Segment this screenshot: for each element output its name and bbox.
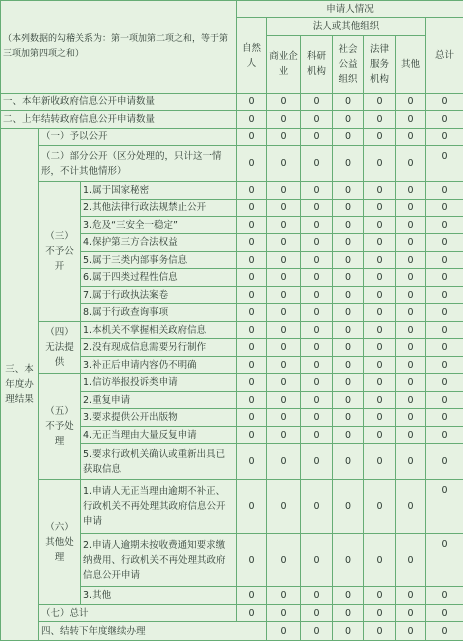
- cell: 0: [333, 321, 364, 338]
- cell: 0: [426, 304, 463, 321]
- cell: 0: [267, 321, 301, 338]
- cell: 0: [267, 444, 301, 480]
- row-label: 3.其他: [81, 587, 237, 604]
- cell: 0: [426, 128, 463, 145]
- cell: 0: [267, 339, 301, 356]
- cell: 0: [301, 533, 333, 587]
- cell: 0: [396, 321, 426, 338]
- table-row: [1, 146, 463, 182]
- cell: 0: [333, 480, 364, 534]
- cell: 0: [396, 533, 426, 587]
- row-label: 2.申请人逾期未按收费通知要求缴纳费用、行政机关不再处理其政府信息公开申请: [81, 533, 237, 587]
- cell: 0: [333, 234, 364, 251]
- cell: 0: [237, 111, 267, 128]
- table-row: [1, 374, 463, 391]
- cell: 0: [237, 93, 267, 110]
- section-three-label: 三、本年度办理结果: [1, 128, 39, 640]
- cell: 0: [364, 128, 396, 145]
- cell: 0: [333, 111, 364, 128]
- row-label: 3.危及“三安全一稳定”: [81, 217, 237, 234]
- cell: 0: [301, 321, 333, 338]
- cell: 0: [364, 409, 396, 426]
- cell: 0: [396, 234, 426, 251]
- table-row: [1, 93, 463, 110]
- cell: 0: [267, 622, 301, 641]
- cell: 0: [364, 304, 396, 321]
- row-label: 4.保护第三方合法权益: [81, 234, 237, 251]
- cell: 0: [237, 269, 267, 286]
- row-label: 5.要求行政机关确认或重新出具已获取信息: [81, 444, 237, 480]
- cell: 0: [396, 426, 426, 443]
- cell: 0: [333, 587, 364, 604]
- cell: 0: [301, 426, 333, 443]
- cell: 0: [426, 217, 463, 234]
- cell: 0: [301, 391, 333, 408]
- row-label: 2.其他法律行政法规禁止公开: [81, 199, 237, 216]
- cell: 0: [364, 356, 396, 373]
- cell: 0: [301, 251, 333, 268]
- cell: 0: [301, 286, 333, 303]
- cell: 0: [426, 409, 463, 426]
- cell: 0: [396, 217, 426, 234]
- cell: 0: [301, 339, 333, 356]
- cell: 0: [237, 356, 267, 373]
- total-header: 总计: [426, 18, 463, 93]
- cell: 0: [301, 356, 333, 373]
- legal-group-header: 法人或其他组织: [267, 18, 426, 35]
- cell: 0: [396, 604, 426, 621]
- cell: 0: [426, 533, 463, 587]
- cell: 0: [364, 93, 396, 110]
- row-label: （一）予以公开: [39, 128, 237, 145]
- cell: 0: [333, 444, 364, 480]
- research-header: 科研机构: [301, 35, 333, 93]
- cell: 0: [237, 128, 267, 145]
- cell: 0: [267, 533, 301, 587]
- cell: 0: [364, 251, 396, 268]
- cell: 0: [301, 217, 333, 234]
- cell: 0: [333, 391, 364, 408]
- cell: 0: [364, 533, 396, 587]
- table-row: [1, 622, 463, 641]
- cell: 0: [426, 444, 463, 480]
- row-label: 2.重复申请: [81, 391, 237, 408]
- row-label: 3.要求提供公开出版物: [81, 409, 237, 426]
- cell: 0: [333, 339, 364, 356]
- cell: 0: [396, 356, 426, 373]
- cell: 0: [267, 480, 301, 534]
- cell: 0: [301, 269, 333, 286]
- natural-person-header: 自然人: [237, 18, 267, 93]
- cell: 0: [333, 374, 364, 391]
- cell: 0: [333, 622, 364, 641]
- cell: 0: [267, 93, 301, 110]
- cell: 0: [333, 182, 364, 199]
- cell: 0: [426, 251, 463, 268]
- cell: 0: [396, 111, 426, 128]
- cell: 0: [301, 622, 333, 641]
- row-label: 6.属于四类过程性信息: [81, 269, 237, 286]
- cell: 0: [301, 128, 333, 145]
- cell: 0: [267, 604, 301, 621]
- cell: 0: [426, 111, 463, 128]
- cell: 0: [426, 269, 463, 286]
- cell: 0: [364, 622, 396, 641]
- cell: 0: [364, 146, 396, 182]
- cell: 0: [396, 146, 426, 182]
- cell: 0: [267, 304, 301, 321]
- applicant-situation-header: 申请人情况: [237, 1, 463, 18]
- cell: 0: [364, 321, 396, 338]
- table-row: [1, 480, 463, 534]
- cell: 0: [237, 444, 267, 480]
- cell: 0: [396, 199, 426, 216]
- table-row: [1, 111, 463, 128]
- cell: 0: [267, 234, 301, 251]
- cell: 0: [301, 199, 333, 216]
- cell: 0: [237, 286, 267, 303]
- cell: 0: [333, 304, 364, 321]
- cell: 0: [364, 234, 396, 251]
- cell: 0: [301, 111, 333, 128]
- cell: 0: [333, 356, 364, 373]
- cell: 0: [237, 391, 267, 408]
- cell: 0: [333, 251, 364, 268]
- cell: 0: [267, 182, 301, 199]
- cell: 0: [364, 426, 396, 443]
- cell: 0: [364, 480, 396, 534]
- cell: 0: [426, 339, 463, 356]
- cell: 0: [333, 93, 364, 110]
- cell: 0: [426, 182, 463, 199]
- cell: 0: [267, 217, 301, 234]
- cell: 0: [426, 374, 463, 391]
- cell: 0: [396, 286, 426, 303]
- cell: 0: [333, 604, 364, 621]
- cell: 0: [426, 321, 463, 338]
- cell: 0: [364, 199, 396, 216]
- cell: 0: [237, 217, 267, 234]
- table-row: [1, 321, 463, 338]
- cell: 0: [267, 128, 301, 145]
- cell: 0: [267, 199, 301, 216]
- cell: 0: [426, 199, 463, 216]
- row-label: 7.属于行政执法案卷: [81, 286, 237, 303]
- cell: 0: [267, 111, 301, 128]
- cell: 0: [333, 199, 364, 216]
- cell: 0: [396, 304, 426, 321]
- cell: 0: [426, 391, 463, 408]
- cell: 0: [364, 182, 396, 199]
- cell: 0: [301, 304, 333, 321]
- cell: 0: [396, 391, 426, 408]
- relation-note: （本列数据的勾稽关系为：第一项加第二项之和，等于第三项加第四项之和）: [1, 1, 237, 94]
- cell: 0: [237, 251, 267, 268]
- cell: 0: [426, 356, 463, 373]
- cell: 0: [426, 587, 463, 604]
- group-three-label: （三）不予公开: [39, 182, 81, 322]
- row-label: 4.无正当理由大量反复申请: [81, 426, 237, 443]
- cell: 0: [267, 269, 301, 286]
- table-row: [1, 128, 463, 145]
- cell: 0: [237, 533, 267, 587]
- row-label: 四、结转下年度继续办理: [39, 622, 267, 641]
- cell: 0: [301, 146, 333, 182]
- cell: 0: [364, 286, 396, 303]
- table-row: [1, 182, 463, 199]
- cell: 0: [301, 182, 333, 199]
- cell: 0: [364, 111, 396, 128]
- row-label: 一、本年新收政府信息公开申请数量: [1, 93, 237, 110]
- cell: 0: [333, 269, 364, 286]
- cell: 0: [364, 374, 396, 391]
- legal-service-header: 法律服务机构: [364, 35, 396, 93]
- row-label: 2.没有现成信息需要另行制作: [81, 339, 237, 356]
- commercial-header: 商业企业: [267, 35, 301, 93]
- other-header: 其他: [396, 35, 426, 93]
- cell: 0: [396, 182, 426, 199]
- row-label: 二、上年结转政府信息公开申请数量: [1, 111, 237, 128]
- cell: 0: [301, 374, 333, 391]
- table-row: [1, 604, 463, 621]
- cell: 0: [333, 533, 364, 587]
- cell: 0: [301, 409, 333, 426]
- cell: 0: [237, 199, 267, 216]
- cell: 0: [396, 444, 426, 480]
- cell: 0: [364, 217, 396, 234]
- cell: 0: [426, 426, 463, 443]
- cell: 0: [333, 146, 364, 182]
- cell: 0: [364, 339, 396, 356]
- cell: 0: [396, 480, 426, 534]
- cell: 0: [364, 391, 396, 408]
- cell: 0: [426, 604, 463, 621]
- group-four-label: （四）无法提供: [39, 321, 81, 373]
- cell: 0: [301, 234, 333, 251]
- cell: 0: [237, 374, 267, 391]
- cell: 0: [426, 234, 463, 251]
- cell: 0: [301, 93, 333, 110]
- row-label: 1.属于国家秘密: [81, 182, 237, 199]
- cell: 0: [333, 217, 364, 234]
- cell: 0: [237, 146, 267, 182]
- cell: 0: [426, 286, 463, 303]
- cell: 0: [237, 304, 267, 321]
- cell: 0: [396, 93, 426, 110]
- cell: 0: [267, 286, 301, 303]
- cell: 0: [237, 426, 267, 443]
- row-label: （七）总计: [39, 604, 237, 621]
- cell: 0: [301, 444, 333, 480]
- cell: 0: [396, 128, 426, 145]
- cell: 0: [237, 604, 267, 621]
- cell: 0: [426, 480, 463, 534]
- cell: 0: [301, 604, 333, 621]
- cell: 0: [333, 128, 364, 145]
- cell: 0: [267, 356, 301, 373]
- cell: 0: [364, 587, 396, 604]
- cell: 0: [267, 146, 301, 182]
- social-welfare-header: 社会公益组织: [333, 35, 364, 93]
- cell: 0: [396, 622, 426, 641]
- row-label: 3.补正后申请内容仍不明确: [81, 356, 237, 373]
- cell: 0: [364, 269, 396, 286]
- cell: 0: [333, 286, 364, 303]
- cell: 0: [267, 374, 301, 391]
- cell: 0: [301, 480, 333, 534]
- row-label: 1.申请人无正当理由逾期不补正、行政机关不再处理其政府信息公开申请: [81, 480, 237, 534]
- cell: 0: [237, 587, 267, 604]
- cell: 0: [267, 426, 301, 443]
- cell: 0: [426, 93, 463, 110]
- cell: 0: [237, 480, 267, 534]
- cell: 0: [333, 409, 364, 426]
- cell: 0: [301, 587, 333, 604]
- row-label: （二）部分公开（区分处理的，只计这一情形，不计其他情形）: [39, 146, 237, 182]
- row-label: 5.属于三类内部事务信息: [81, 251, 237, 268]
- group-six-label: （六）其他处理: [39, 480, 81, 604]
- row-label: 8.属于行政查询事项: [81, 304, 237, 321]
- cell: 0: [237, 321, 267, 338]
- row-label: 1.信访举报投诉类申请: [81, 374, 237, 391]
- cell: 0: [396, 374, 426, 391]
- cell: 0: [237, 182, 267, 199]
- cell: 0: [237, 339, 267, 356]
- cell: 0: [364, 604, 396, 621]
- cell: 0: [426, 622, 463, 641]
- cell: 0: [267, 251, 301, 268]
- cell: 0: [333, 426, 364, 443]
- cell: 0: [267, 391, 301, 408]
- cell: 0: [396, 339, 426, 356]
- cell: 0: [396, 409, 426, 426]
- cell: 0: [396, 269, 426, 286]
- cell: 0: [364, 444, 396, 480]
- cell: 0: [237, 409, 267, 426]
- cell: 0: [426, 146, 463, 182]
- row-label: 1.本机关不掌握相关政府信息: [81, 321, 237, 338]
- cell: 0: [267, 587, 301, 604]
- cell: 0: [396, 251, 426, 268]
- cell: 0: [237, 234, 267, 251]
- cell: 0: [267, 409, 301, 426]
- group-five-label: （五）不予处理: [39, 374, 81, 480]
- cell: 0: [396, 587, 426, 604]
